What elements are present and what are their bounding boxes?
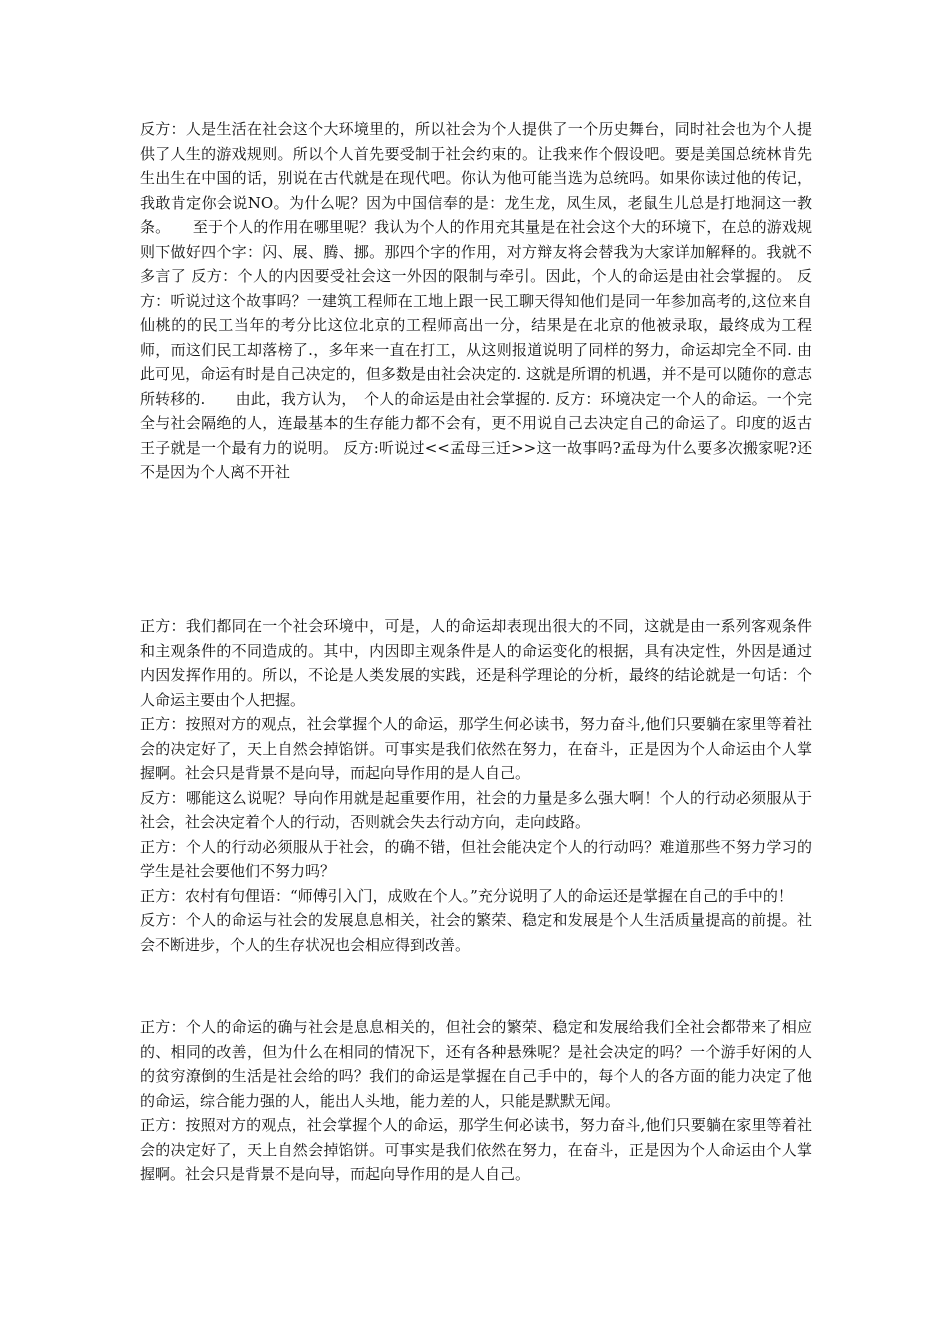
paragraph: 正方：我们都同在一个社会环境中，可是，人的命运却表现出很大的不同，这就是由一系列客观条件和主观条件的不同造成的。其中，内因即主观条件是人的命运变化的根据，具有决定性，外因是通过内因发挥作用的。所以，不论是人类发展的实践，还是科学理论的分析，最终的结论就是一句话：个人命运主要由个人把握。 xyxy=(140,617,812,709)
debate-text-block-1 xyxy=(140,117,812,485)
paragraph: 正方：按照对方的观点，社会掌握个人的命运，那学生何必读书，努力奋斗,他们只要躺在家里等着社会的决定好了，天上自然会掉馅饼。可事实是我们依然在努力，在奋斗，正是因为个人命运由个人掌握啊。社会只是背景不是向导，而起向导作用的是人自己。 xyxy=(140,715,812,782)
debate-text-block-3 xyxy=(140,1015,812,1187)
paragraph: 正方：个人的命运的确与社会是息息相关的，但社会的繁荣、稳定和发展给我们全社会都带来了相应的、相同的改善，但为什么在相同的情况下，还有各种悬殊呢？是社会决定的吗？一个游手好闲的人的贫穷潦倒的生活是社会给的吗？我们的命运是掌握在自己手中的，每个人的各方面的能力决定了他的命运，综合能力强的人，能出人头地，能力差的人，只能是默默无闻。 xyxy=(140,1018,812,1110)
paragraph: 反方：人是生活在社会这个大环境里的，所以社会为个人提供了一个历史舞台，同时社会也为个人提供了人生的游戏规则。所以个人首先要受制于社会约束的。让我来作个假设吧。要是美国总统林肯先生出生在中国的话，别说在古代就是在现代吧。你认为他可能当选为总统吗。如果你读过他的传记，我敢肯定你会说NO。为什么呢？因为中国信奉的是：龙生龙，凤生凤，老鼠生儿总是打地洞这一教条。 至于个人的作用在哪里呢？我认为个人的作用充其量是在社会这个大的环境下，在总的游戏规则下做好四个字：闪、展、腾、挪。那四个字的作用，对方辩友将会替我为大家详加解释的。我就不多言了 反方：个人的内因要受社会这一外因的限制与牵引。因此，个人的命运是由社会掌握的。 反方：听说过这个故事吗？一建筑工程师在工地上跟一民工聊天得知他们是同一年参加高考的,这位来自仙桃的的民工当年的考分比这位北京的工程师高出一分，结果是在北京的他被录取，最终成为工程师，而这们民工却落榜了.，多年来一直在打工，从这则报道说明了同样的努力，命运却完全不同. 由此可见，命运有时是自己决定的，但多数是由社会决定的. 这就是所谓的机遇，并不是可以随你的意志所转移的. 由此，我方认为， 个人的命运是由社会掌握的. 反方：环境决定一个人的命运。一个完全与社会隔绝的人，连最基本的生存能力都不会有，更不用说自己去决定自己的命运了。印度的返古王子就是一个最有力的说明。 反方:听说过<<孟母三迁>>这一故事吗?孟母为什么要多次搬家呢?还不是因为个人离不开社 xyxy=(140,120,812,481)
paragraph: 正方：个人的行动必须服从于社会，的确不错，但社会能决定个人的行动吗？难道那些不努力学习的学生是社会要他们不努力吗？ xyxy=(140,837,812,880)
paragraph: 正方：按照对方的观点，社会掌握个人的命运，那学生何必读书，努力奋斗,他们只要躺在家里等着社会的决定好了，天上自然会掉馅饼。可事实是我们依然在努力，在奋斗，正是因为个人命运由个人掌握啊。社会只是背景不是向导，而起向导作用的是人自己。 xyxy=(140,1116,812,1183)
paragraph: 正方：农村有句俚语：“师傅引入门，成败在个人。”充分说明了人的命运还是掌握在自己的手中的！ xyxy=(140,886,793,905)
paragraph: 反方：哪能这么说呢？导向作用就是起重要作用，社会的力量是多么强大啊！个人的行动必须服从于社会，社会决定着个人的行动，否则就会失去行动方向，走向歧路。 xyxy=(140,788,812,831)
debate-text-block-2 xyxy=(140,614,812,957)
paragraph: 反方：个人的命运与社会的发展息息相关，社会的繁荣、稳定和发展是个人生活质量提高的前提。社会不断进步，个人的生存状况也会相应得到改善。 xyxy=(140,911,812,954)
